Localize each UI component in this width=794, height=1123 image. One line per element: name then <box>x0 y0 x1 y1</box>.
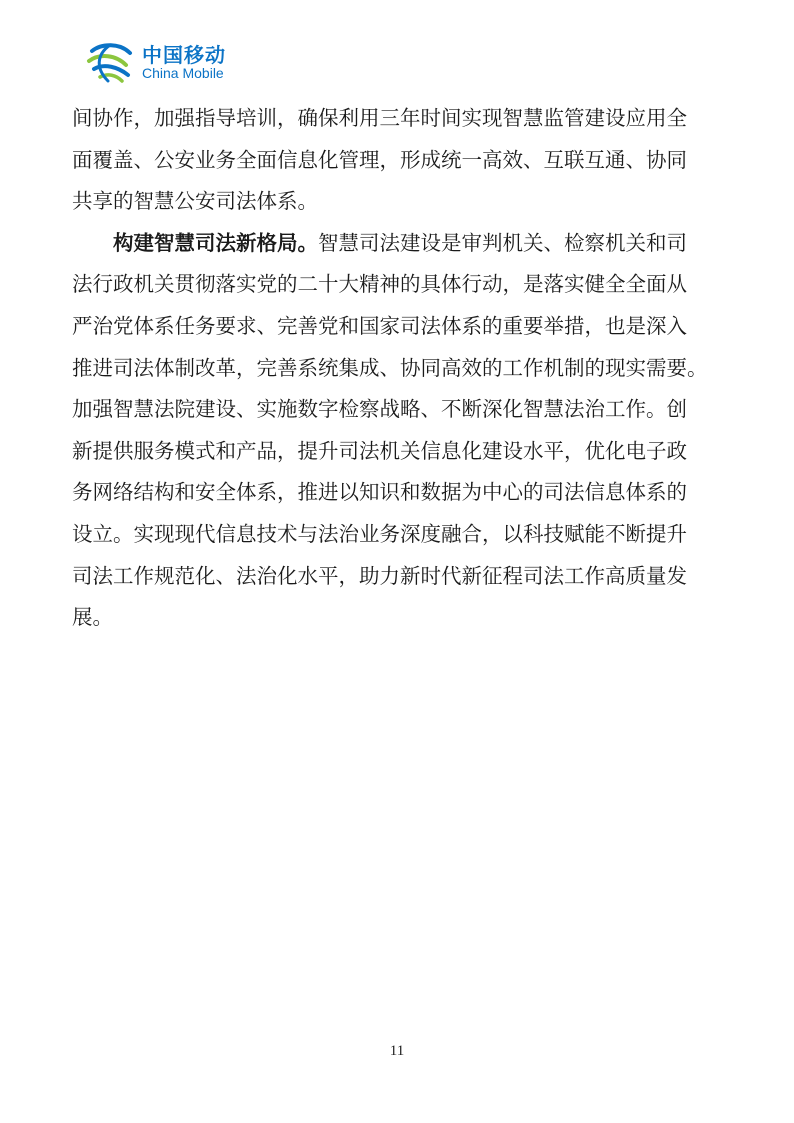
paragraph-2 <box>72 223 724 639</box>
text-line: 司法工作规范化、法治化水平，助力新时代新征程司法工作高质量发 <box>72 563 687 588</box>
paragraph-heading: 构建智慧司法新格局。 <box>113 230 318 255</box>
paragraph-1 <box>72 98 724 223</box>
logo-text-cn: 中国移动 <box>142 43 226 67</box>
text-line: 设立。实现现代信息技术与法治业务深度融合，以科技赋能不断提升 <box>72 521 687 546</box>
text-line: 新提供服务模式和产品，提升司法机关信息化建设水平，优化电子政 <box>72 438 687 463</box>
heading-continuation: 智慧司法建设是审判机关、检察机关和司 <box>318 230 687 255</box>
document-body <box>72 98 724 639</box>
text-line: 面覆盖、公安业务全面信息化管理，形成统一高效、互联互通、协同 <box>72 147 687 172</box>
text-line: 推进司法体制改革，完善系统集成、协同高效的工作机制的现实需要。 <box>72 355 708 380</box>
text-line: 展。 <box>72 605 113 630</box>
page-number: 11 <box>389 1043 405 1059</box>
text-line: 加强智慧法院建设、实施数字检察战略、不断深化智慧法治工作。创 <box>72 397 687 422</box>
logo-text-en: China Mobile <box>142 65 224 81</box>
text-line: 间协作，加强指导培训，确保利用三年时间实现智慧监管建设应用全 <box>72 106 687 130</box>
text-line <box>72 223 724 265</box>
china-mobile-logo-icon <box>86 41 134 83</box>
text-line: 法行政机关贯彻落实党的二十大精神的具体行动，是落实健全全面从 <box>72 272 687 297</box>
text-line: 务网络结构和安全体系，推进以知识和数据为中心的司法信息体系的 <box>72 480 687 505</box>
text-line: 共享的智慧公安司法体系。 <box>72 189 318 214</box>
company-logo <box>86 37 246 89</box>
text-line: 严治党体系任务要求、完善党和国家司法体系的重要举措，也是深入 <box>72 313 687 338</box>
